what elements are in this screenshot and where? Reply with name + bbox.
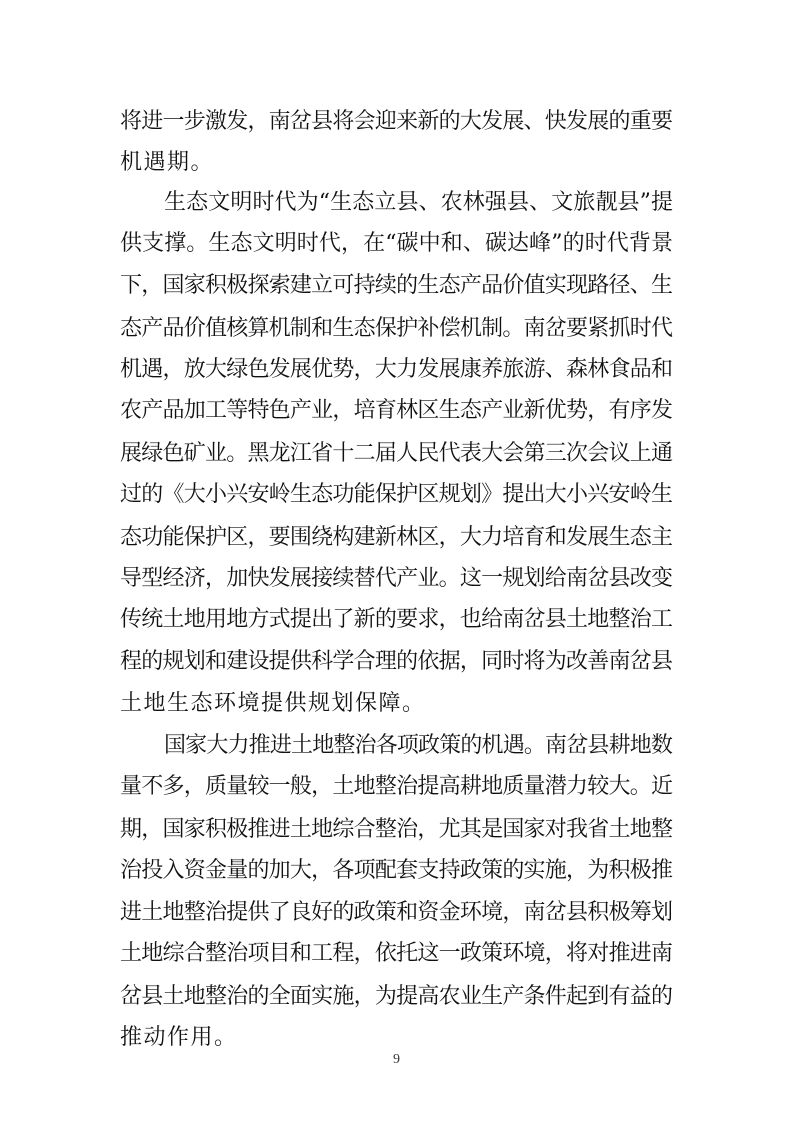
paragraph-3-line-5 xyxy=(0,893,793,933)
text-line: 下，国家积极探索建立可持续的生态产品价值实现路径、生 xyxy=(120,273,673,298)
paragraph-2-line-13 xyxy=(0,684,793,724)
text-line: 国家大力推进土地整治各项政策的机遇。南岔县耕地数 xyxy=(164,733,673,758)
text-line: 农产品加工等特色产业，培育林区生态产业新优势，有序发 xyxy=(120,398,673,423)
paragraph-2-line-7 xyxy=(0,434,793,474)
paragraph-2-line-6 xyxy=(0,391,793,431)
paragraph-2-line-9 xyxy=(0,518,793,558)
paragraph-2-line-12 xyxy=(0,642,793,682)
paragraph-2-line-10 xyxy=(0,559,793,599)
paragraph-3-line-1 xyxy=(0,726,793,766)
text-line: 态功能保护区，要围绕构建新林区，大力培育和发展生态主 xyxy=(120,525,673,550)
text-line: 推动作用。 xyxy=(120,1025,238,1050)
text-line: 土地生态环境提供规划保障。 xyxy=(120,691,426,716)
paragraph-3-line-7 xyxy=(0,977,793,1017)
paragraph-1-line-1 xyxy=(0,102,793,142)
text-line: 岔县土地整治的全面实施，为提高农业生产条件起到有益的 xyxy=(120,984,673,1009)
text-line: 机遇期。 xyxy=(120,150,215,175)
paragraph-2-line-4 xyxy=(0,309,793,349)
page-number: 9 xyxy=(393,1052,400,1067)
text-line: 态产品价值核算机制和生态保护补偿机制。南岔要紧抓时代 xyxy=(120,316,673,341)
text-line: 过的《大小兴安岭生态功能保护区规划》提出大小兴安岭生 xyxy=(120,482,673,507)
paragraph-2-line-1 xyxy=(0,183,793,223)
text-line: 将进一步激发，南岔县将会迎来新的大发展、快发展的重要 xyxy=(120,109,673,134)
text-line: 导型经济，加快发展接续替代产业。这一规划给南岔县改变 xyxy=(120,566,673,591)
text-line: 生态文明时代为“生态立县、农林强县、文旅靓县”提 xyxy=(164,190,674,215)
paragraph-3-line-4 xyxy=(0,851,793,891)
paragraph-2-line-8 xyxy=(0,475,793,515)
paragraph-3-line-6 xyxy=(0,934,793,974)
text-line: 进土地整治提供了良好的政策和资金环境，南岔县积极筹划 xyxy=(120,900,673,925)
paragraph-1-line-2 xyxy=(0,143,793,183)
paragraph-3-line-2 xyxy=(0,767,793,807)
paragraph-3-line-3 xyxy=(0,810,793,850)
text-line: 程的规划和建设提供科学合理的依据，同时将为改善南岔县 xyxy=(120,649,673,674)
text-line: 机遇，放大绿色发展优势，大力发展康养旅游、森林食品和 xyxy=(120,357,673,382)
text-line: 供支撑。生态文明时代，在“碳中和、碳达峰”的时代背景 xyxy=(120,231,674,256)
paragraph-2-line-3 xyxy=(0,266,793,306)
paragraph-2-line-11 xyxy=(0,600,793,640)
text-line: 土地综合整治项目和工程，依托这一政策环境，将对推进南 xyxy=(120,941,673,966)
text-line: 期，国家积极推进土地综合整治，尤其是国家对我省土地整 xyxy=(120,817,673,842)
text-line: 传统土地用地方式提出了新的要求，也给南岔县土地整治工 xyxy=(120,607,673,632)
text-line: 量不多，质量较一般，土地整治提高耕地质量潜力较大。近 xyxy=(120,774,673,799)
text-line: 治投入资金量的加大，各项配套支持政策的实施，为积极推 xyxy=(120,858,673,883)
text-line: 展绿色矿业。黑龙江省十二届人民代表大会第三次会议上通 xyxy=(120,441,673,466)
paragraph-2-line-5 xyxy=(0,350,793,390)
paragraph-2-line-2 xyxy=(0,224,793,264)
